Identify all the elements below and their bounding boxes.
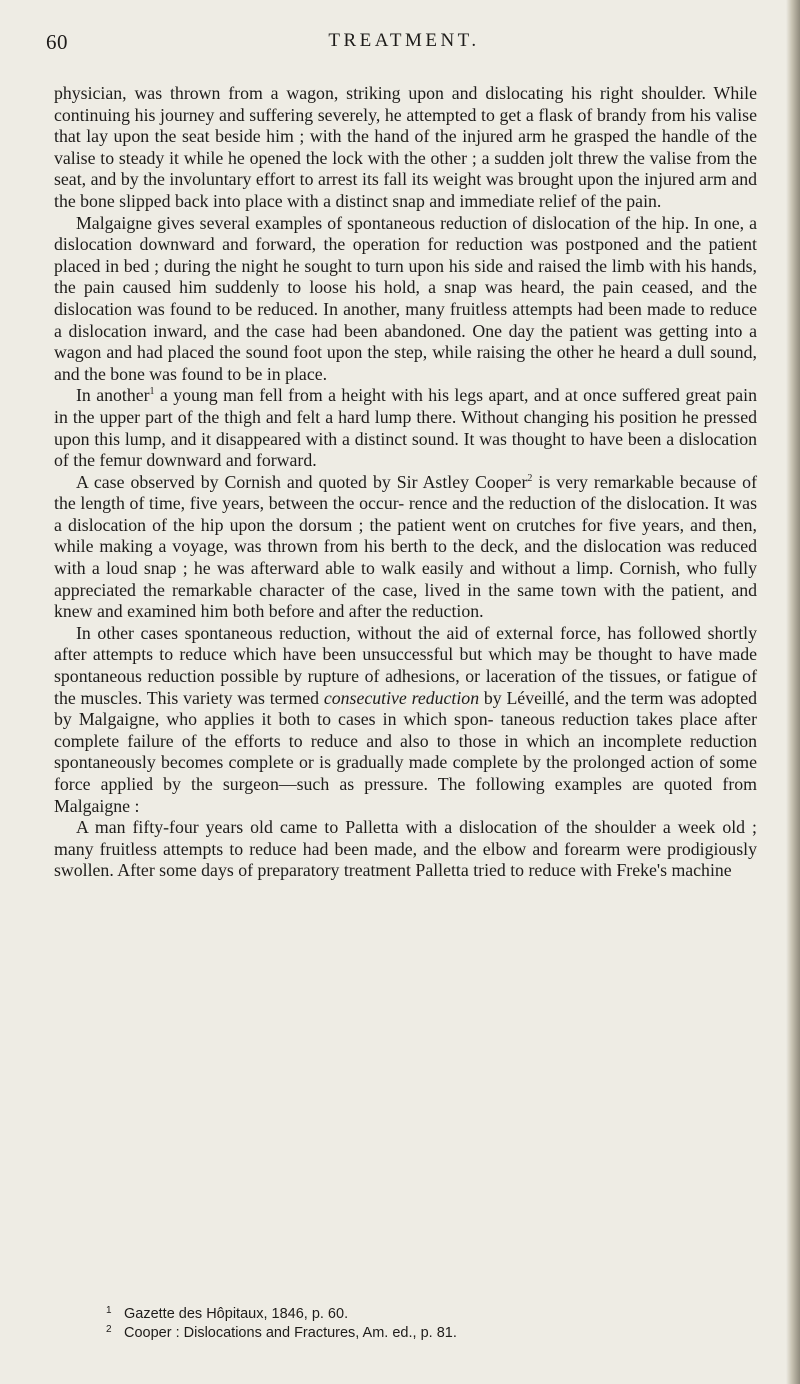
paragraph-6: A man fifty-four years old came to Palletta with a dislocation of the shoulder a week old ; many fruitless attempts to reduce had been made, and the elbow and forearm were prodigiously swollen. After some days of preparatory treatment Palletta tried to reduce with Freke's machine (54, 817, 757, 881)
footnote-ref-1: 1 (149, 386, 155, 398)
paragraph-1: physician, was thrown from a wagon, striking upon and dislocating his right shoulder. While continuing his journey and suffering severely, he attempted to get a flask of brandy from his valise that lay upon the seat beside him ; with the hand of the injured arm he grasped the handle of the valise to steady it while he opened the lock with the other ; a sudden jolt threw the valise from the seat, and by the involuntary effort to arrest its fall its weight was brought upon the injured arm and the bone slipped back into place with a distinct snap and immediate relief of the pain. (54, 83, 757, 211)
body-text (54, 83, 757, 882)
paragraph-4-text-b: is very remarkable because of the length of time, five years, between the occur- rence and the reduction of the dislocation. It was a dislocation of the hip upon the dorsum ; the patient went on crutches for five years, and then, while making a voyage, was thrown from his berth to the deck, and the dislocation was reduced with a loud snap ; he was afterward able to walk easily and without a limp. Cornish, who fully appreciated the remarkable character of the case, lived in the same town with the patient, and knew and examined him both before and after the reduction. (54, 471, 757, 622)
paragraph-4 (54, 472, 757, 623)
paragraph-5 (54, 623, 757, 817)
paragraph-5-text-a: In other cases spontaneous reduction, without the aid of external force, has followed shortly after attempts to reduce which have been unsuccessful but which may be thought to have made spontaneous reduction possible by rupture of adhesions, or laceration of the tissues, or fatigue of the muscles. This variety was termed (54, 622, 757, 708)
paragraph-2: Malgaigne gives several examples of spontaneous reduction of dislocation of the hip. In one, a dislocation downward and forward, the operation for reduction was postponed and the patient placed in bed ; during the night he sought to turn upon his side and raised the limb with his hands, the pain caused him suddenly to loose his hold, a snap was heard, the pain ceased, and the dislocation was found to be reduced. In another, many fruitless attempts had been made to reduce a dislocation inward, and the case had been abandoned. One day the patient was getting into a wagon and had placed the sound foot upon the step, while raising the other he heard a dull sound, and the bone was found to be in place. (54, 212, 757, 384)
page-number: 60 (46, 30, 68, 54)
footnote-2: 2 Cooper : Dislocations and Fractures, Am. ed., p. 81. (106, 1324, 457, 1341)
footnote-ref-2: 2 (527, 472, 533, 484)
italic-term: consecutive reduction (323, 687, 480, 708)
footnote-1: 1 Gazette des Hôpitaux, 1846, p. 60. (106, 1305, 349, 1322)
page-header (46, 30, 762, 60)
footnotes (106, 1305, 746, 1343)
paragraph-3-text-b: a young man fell from a height with his legs apart, and at once suffered great pain in the upper part of the thigh and felt a hard lump there. Without changing his position he pressed upon this lump, and it disappeared with a distinct sound. It was thought to have been a dislocation of the femur downward and forward. (54, 385, 757, 471)
running-title: TREATMENT. (328, 30, 480, 51)
page-binding-edge (786, 0, 800, 1384)
paragraph-5-text-b: by Léveillé, and the term was adopted by Malgaigne, who applies it both to cases in which spon- taneous reduction takes place after complete failure of the efforts to reduce and also to those in which an incomplete reduction spontaneously becomes complete or is gradually made complete by the prolonged action of some force applied by the surgeon—such as pressure. The following examples are quoted from Malgaigne : (54, 687, 758, 816)
paragraph-3 (54, 385, 757, 471)
footnote-text: Gazette des Hôpitaux, 1846, p. 60. (124, 1306, 349, 1322)
paragraph-3-text-a: In another (76, 385, 150, 406)
paragraph-4-text-a: A case observed by Cornish and quoted by Sir Astley Cooper (76, 471, 528, 492)
footnote-text: Cooper : Dislocations and Fractures, Am. ed., p. 81. (124, 1325, 457, 1341)
